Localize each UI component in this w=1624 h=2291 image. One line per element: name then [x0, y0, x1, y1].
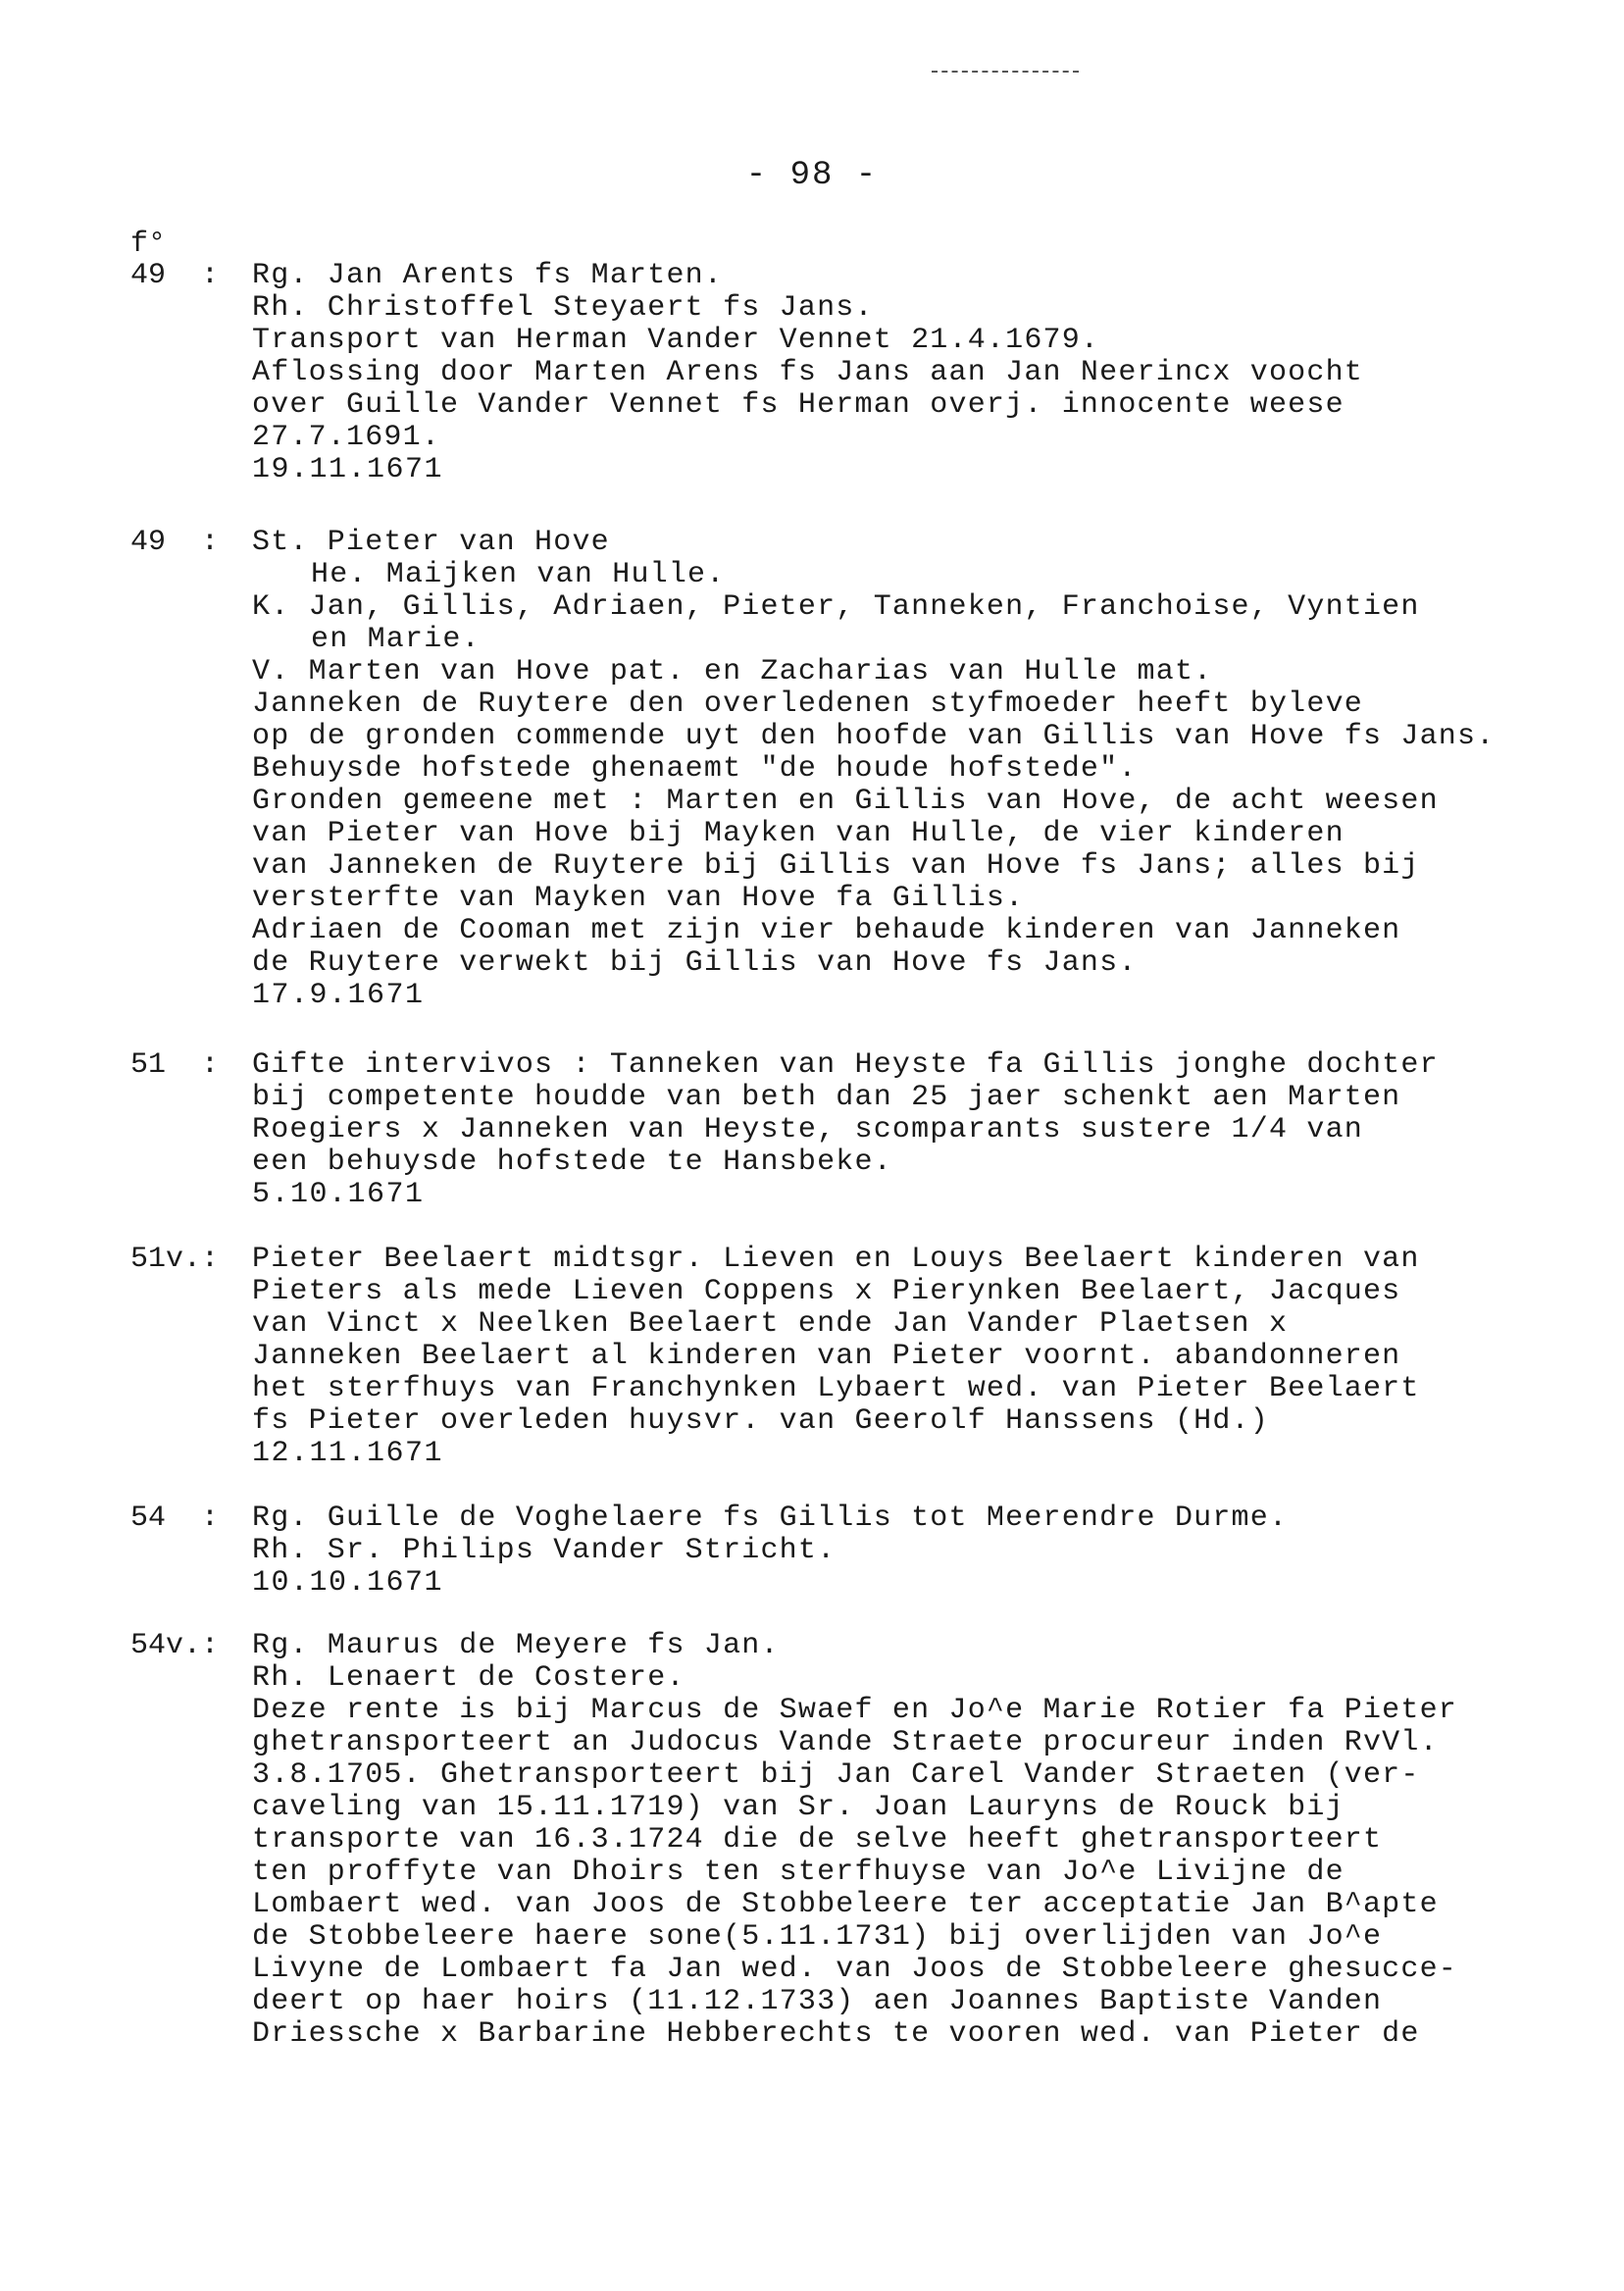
- entry-text: [252, 260, 1562, 486]
- entry-date: 12.11.1671: [252, 1437, 444, 1470]
- entry-date: 17.9.1671: [252, 979, 425, 1012]
- entry-line: van Vinct x Neelken Beelaert ende Jan Vander Plaetsen x: [252, 1307, 1289, 1341]
- entry-line: Rg. Jan Arents fs Marten.: [252, 259, 724, 292]
- entry-line: Pieters als mede Lieven Coppens x Pierynken Beelaert, Jacques: [252, 1275, 1401, 1308]
- entry-line: V. Marten van Hove pat. en Zacharias van Hulle mat.: [252, 655, 1213, 688]
- entry-line: He. Maijken van Hulle.: [311, 558, 726, 591]
- entry-line: Gronden gemeene met : Marten en Gillis van Hove, de acht weesen: [252, 785, 1439, 818]
- entry-line: Driessche x Barbarine Hebberechts te vooren wed. van Pieter de: [252, 2017, 1420, 2051]
- entry-text: [252, 1502, 1562, 1600]
- entry-text: [252, 1244, 1562, 1470]
- entry-line: Behuysde hofstede ghenaemt "de houde hofstede".: [252, 752, 1138, 786]
- entry-folio: 49 :: [130, 526, 220, 559]
- entry-text: [252, 527, 1562, 1012]
- entry-folio: 54 :: [130, 1502, 220, 1535]
- entry-line: Roegiers x Janneken van Heyste, scomparants sustere 1/4 van: [252, 1113, 1363, 1146]
- top-dashed-rule: [932, 71, 1079, 73]
- entry-line: Pieter Beelaert midtsgr. Lieven en Louys Beelaert kinderen van: [252, 1243, 1420, 1276]
- entry-line: het sterfhuys van Franchynken Lybaert wed. van Pieter Beelaert: [252, 1372, 1420, 1405]
- entry-text: [252, 1049, 1562, 1211]
- entry-line: caveling van 15.11.1719) van Sr. Joan Lauryns de Rouck bij: [252, 1791, 1345, 1824]
- entry-line: Rg. Guille de Voghelaere fs Gillis tot Meerendre Durme.: [252, 1502, 1289, 1535]
- entry-line: van Janneken de Ruytere bij Gillis van Hove fs Jans; alles bij: [252, 849, 1420, 883]
- entry-folio: 54v.:: [130, 1629, 220, 1662]
- entry-line: de Stobbeleere haere sone(5.11.1731) bij overlijden van Jo^e: [252, 1920, 1383, 1954]
- entry-line: Lombaert wed. van Joos de Stobbeleere ter acceptatie Jan B^apte: [252, 1888, 1439, 1921]
- entry-line: op de gronden commende uyt den hoofde van Gillis van Hove fs Jans.: [252, 720, 1496, 753]
- entry-line: transporte van 16.3.1724 die de selve heeft ghetransporteert: [252, 1823, 1383, 1857]
- entry-line: Rh. Lenaert de Costere.: [252, 1661, 685, 1695]
- entry-line: Transport van Herman Vander Vennet 21.4.1679.: [252, 324, 1100, 357]
- entry-line: bij competente houdde van beth dan 25 jaer schenkt aen Marten: [252, 1081, 1401, 1114]
- entry-line: en Marie.: [311, 623, 481, 656]
- entry-line: Aflossing door Marten Arens fs Jans aan Jan Neerincx voocht: [252, 356, 1363, 389]
- entry-line: over Guille Vander Vennet fs Herman overj. innocente weese: [252, 388, 1345, 422]
- page-number: - 98 -: [745, 157, 879, 194]
- entry-date: 19.11.1671: [252, 453, 444, 486]
- entry-line: 3.8.1705. Ghetransporteert bij Jan Carel Vander Straeten (ver-: [252, 1758, 1420, 1792]
- entry-line: St. Pieter van Hove: [252, 526, 610, 559]
- entry-line: een behuysde hofstede te Hansbeke.: [252, 1146, 892, 1179]
- entry-folio: 49 :: [130, 259, 220, 292]
- entry-date: 10.10.1671: [252, 1566, 444, 1600]
- entry-line: fs Pieter overleden huysvr. van Geerolf Hanssens (Hd.): [252, 1404, 1269, 1438]
- entry-line: K. Jan, Gillis, Adriaen, Pieter, Tanneken, Franchoise, Vyntien: [252, 590, 1420, 624]
- entry-line: Livyne de Lombaert fa Jan wed. van Joos de Stobbeleere ghesucce-: [252, 1953, 1457, 1986]
- entry-line: de Ruytere verwekt bij Gillis van Hove fs Jans.: [252, 946, 1138, 980]
- entry-line: Adriaen de Cooman met zijn vier behaude kinderen van Janneken: [252, 914, 1401, 947]
- entry-line: Rh. Christoffel Steyaert fs Jans.: [252, 291, 874, 325]
- entry-line: van Pieter van Hove bij Mayken van Hulle, de vier kinderen: [252, 817, 1345, 850]
- entry-line: Rg. Maurus de Meyere fs Jan.: [252, 1629, 780, 1662]
- entry-line: deert op haer hoirs (11.12.1733) aen Joannes Baptiste Vanden: [252, 1985, 1383, 2018]
- entry-folio: 51 :: [130, 1048, 220, 1082]
- entry-line: ghetransporteert an Judocus Vande Straete procureur inden RvVl.: [252, 1726, 1439, 1759]
- entry-line: Janneken Beelaert al kinderen van Pieter voornt. abandonneren: [252, 1340, 1401, 1373]
- entry-folio: 51v.:: [130, 1243, 220, 1276]
- entry-line: 27.7.1691.: [252, 421, 441, 454]
- entry-line: Rh. Sr. Philips Vander Stricht.: [252, 1534, 837, 1567]
- folio-column-header: f°: [130, 228, 167, 261]
- entry-line: Janneken de Ruytere den overledenen styfmoeder heeft byleve: [252, 687, 1363, 721]
- entry-line: Gifte intervivos : Tanneken van Heyste fa Gillis jonghe dochter: [252, 1048, 1439, 1082]
- entry-line: Deze rente is bij Marcus de Swaef en Jo^e Marie Rotier fa Pieter: [252, 1694, 1457, 1727]
- entry-line: ten proffyte van Dhoirs ten sterfhuyse van Jo^e Livijne de: [252, 1856, 1345, 1889]
- entry-text: [252, 1630, 1562, 2051]
- entry-date: 5.10.1671: [252, 1178, 425, 1211]
- entry-line: versterfte van Mayken van Hove fa Gillis.: [252, 882, 1025, 915]
